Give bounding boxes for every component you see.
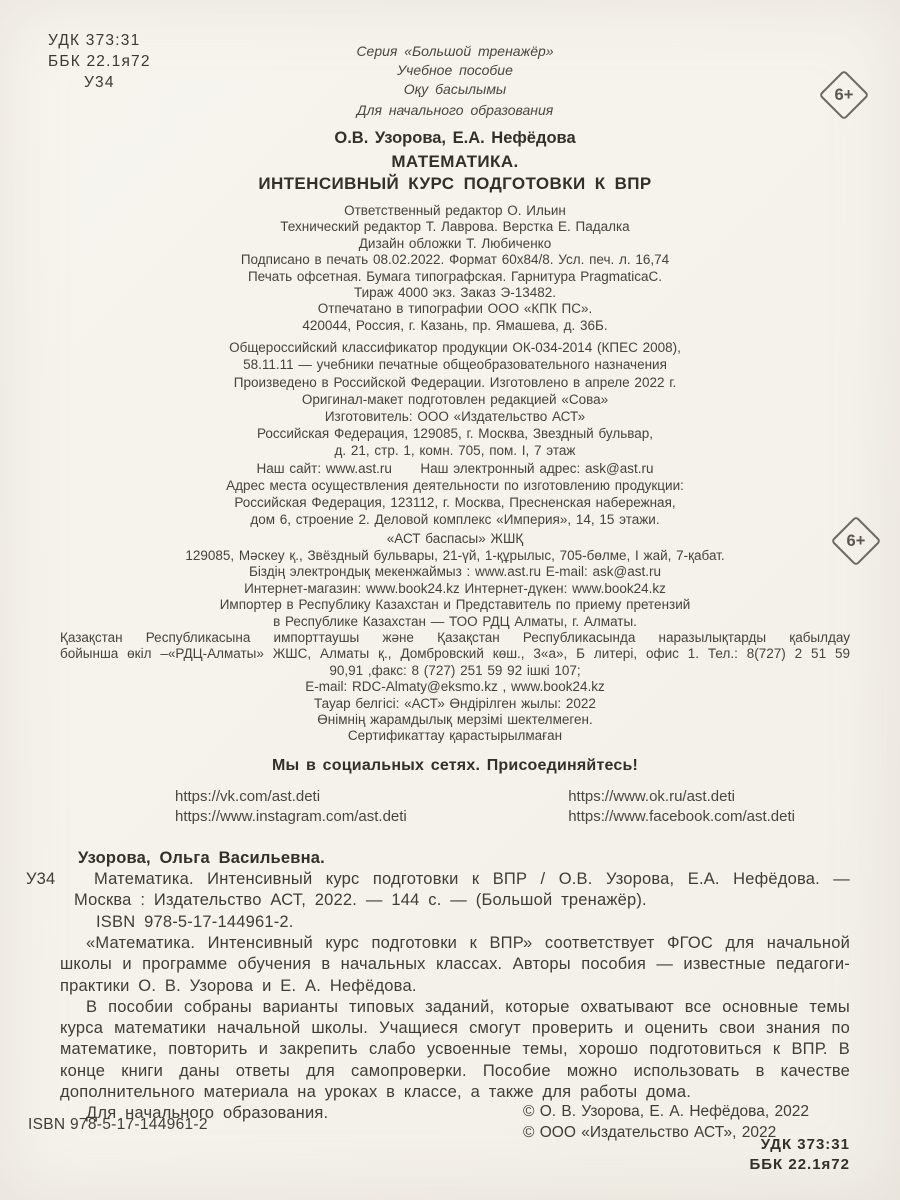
social-link-instagram: https://www.instagram.com/ast.deti (175, 808, 407, 826)
bib-isbn-line: ISBN 978-5-17-144961-2. (96, 912, 294, 931)
series-line: Оқу басылымы (403, 81, 507, 97)
footer-isbn: ISBN 978-5-17-144961-2 (28, 1116, 208, 1133)
imprint-line: Подписано в печать 08.02.2022. Формат 60х84/8. Усл. печ. л. 16,74 (240, 252, 670, 268)
kazakh-line: E-mail: RDC-Almaty@eksmo.kz , www.book24.kz (305, 679, 605, 695)
production-line: Изготовитель: ООО «Издательство АСТ» (324, 409, 586, 425)
imprint-line: Дизайн обложки Т. Любиченко (358, 235, 552, 251)
kazakh-line: Интернет-магазин: www.book24.kz Интернет-дүкен: www.book24.kz (244, 580, 666, 596)
production-line: Российская Федерация, 123112, г. Москва, Пресненская набережная, (234, 495, 676, 511)
production-line: Наш сайт: www.ast.ru Наш электронный адрес: ask@ast.ru (256, 460, 654, 476)
bib-index-code: У34 (26, 870, 56, 889)
annotation-paragraph: В пособии собраны варианты типовых заданий, которые охватывают все основные темы курса математики начальной школы. Учащиеся смогут проверить и оценить свои знания по математике, повторить и закрепить слабо усвоенные темы, хорошо подготовиться к ВПР. В конце книги даны ответы для самопроверки. Пособие можно использовать в качестве дополнительного материала на уроках в классе, а также для работы дома. (60, 997, 850, 1102)
imprint-line: Технический редактор Т. Лаврова. Верстка Е. Падалка (280, 219, 630, 235)
copyright-block (523, 1101, 809, 1143)
series-line: Серия «Большой тренажёр» (356, 43, 554, 59)
kazakh-line: 129085, Мәскеу қ., Звёздный бульвары, 21-үй, 1-құрылыс, 705-бөлме, I жай, 7-қабат. (185, 547, 725, 563)
age-rating-label: 6+ (834, 85, 854, 104)
production-line: Российская Федерация, 129085, г. Москва, Звездный бульвар, (256, 426, 654, 442)
age-rating-label: 6+ (846, 531, 866, 550)
kazakh-line: 90,91 ,факс: 8 (727) 251 59 92 ішкі 107; (329, 662, 581, 678)
annotation (60, 933, 850, 1125)
kazakh-line: «АСТ баспасы» ЖШҚ (386, 531, 524, 547)
author-sign-code: У34 (84, 74, 115, 91)
copyright-line: © ООО «Издательство АСТ», 2022 (523, 1124, 777, 1141)
udk-code: УДК 373:31 (48, 32, 141, 49)
production-line: дом 6, строение 2. Деловой комплекс «Империя», 14, 15 этажи. (250, 512, 660, 528)
kazakh-line: в Республике Казахстан — ТОО РДЦ Алматы, г. Алматы. (273, 613, 637, 629)
social-link-vk: https://vk.com/ast.deti (175, 787, 321, 805)
kazakh-line: Сертификаттау қарастырылмаған (347, 728, 563, 744)
kazakh-line: бойынша өкіл –«РДЦ-Алматы» ЖШС, Алматы қ., Домбровский көш., 3«а», Б литері, офис 1. Тел.: 8(727) 2 51 59 (60, 646, 850, 662)
imprint-line: Печать офсетная. Бумага типографская. Гарнитура PragmaticaC. (247, 268, 663, 284)
bbk-code-bottom: ББК 22.1я72 (749, 1156, 850, 1174)
imprint-line: Отпечатано в типографии ООО «КПК ПС». (317, 301, 593, 317)
book-title-line: МАТЕМАТИКА. (391, 152, 519, 171)
production-line: 58.11.11 — учебники печатные общеобразовательного назначения (243, 357, 667, 373)
social-links-left (175, 787, 407, 828)
book-title-line: ИНТЕНСИВНЫЙ КУРС ПОДГОТОВКИ К ВПР (258, 173, 652, 193)
cataloguing-codes (48, 30, 151, 93)
production-line: Произведено в Российской Федерации. Изготовлено в апреле 2022 г. (233, 374, 677, 390)
production-line: Оригинал-макет подготовлен редакцией «Сова» (301, 391, 609, 407)
kazakhstan-block (60, 531, 850, 744)
social-link-ok: https://www.ok.ru/ast.deti (568, 787, 735, 805)
imprint-line: Тираж 4000 экз. Заказ Э-13482. (353, 285, 557, 301)
imprint-block (60, 203, 850, 334)
social-links (60, 787, 850, 828)
book-authors: О.В. Узорова, Е.А. Нефёдова (334, 129, 576, 147)
production-line: Общероссийский классификатор продукции ОК-034-2014 (КПЕС 2008), (229, 340, 681, 356)
social-heading: Мы в социальных сетях. Присоединяйтесь! (271, 756, 639, 774)
udk-code-bottom: УДК 373:31 (760, 1135, 850, 1153)
production-block (60, 339, 850, 528)
production-line: д. 21, стр. 1, комн. 705, пом. I, 7 этаж (334, 443, 576, 459)
social-link-facebook: https://www.facebook.com/ast.deti (568, 808, 795, 826)
bib-author-heading: Узорова, Ольга Васильевна. (78, 848, 325, 867)
bbk-code: ББК 22.1я72 (48, 53, 151, 70)
bib-entry (26, 869, 850, 912)
kazakh-line: Өнімнің жарамдылық мерзімі шектелмеген. (317, 711, 593, 727)
series-line: Для начального образования (356, 102, 554, 118)
copyright-line: © О. В. Узорова, Е. А. Нефёдова, 2022 (523, 1103, 809, 1120)
annotation-paragraph: Для начального образования. (86, 1104, 329, 1123)
production-line: Адрес места осуществления деятельности по изготовлению продукции: (226, 477, 684, 493)
imprint-line: 420044, Россия, г. Казань, пр. Ямашева, д. 36Б. (302, 317, 608, 333)
annotation-paragraph: «Математика. Интенсивный курс подготовки к ВПР» соответствует ФГОС для начальной школы и программе обучения в начальных классах. Авторы пособия — известные педагоги-практики О. В. Узорова и Е. А. Нефёдова. (60, 933, 850, 995)
series-block (60, 0, 850, 120)
book-title (60, 151, 850, 194)
bib-description: Математика. Интенсивный курс подготовки к ВПР / О.В. Узорова, Е.А. Нефёдова. — Москва : Издательство АСТ, 2022. — 144 с. — (Большой тренажёр). (74, 870, 850, 910)
series-line: Учебное пособие (397, 62, 513, 78)
kazakh-line: Импортер в Республику Казахстан и Представитель по приему претензий (219, 597, 691, 613)
bibliographic-block (26, 848, 850, 1125)
kazakh-line: Тауар белгісі: «АСТ» Өндірілген жылы: 2022 (314, 695, 596, 711)
imprint-line: Ответственный редактор О. Ильин (344, 203, 566, 218)
kazakh-line: Біздің электрондық мекенжаймыз : www.ast.ru E-mail: ask@ast.ru (248, 564, 662, 580)
social-links-right (568, 787, 795, 828)
kazakh-line: Қазақстан Республикасына импорттаушы және Қазақстан Республикасында наразылықтарды қабылдау (60, 629, 850, 645)
